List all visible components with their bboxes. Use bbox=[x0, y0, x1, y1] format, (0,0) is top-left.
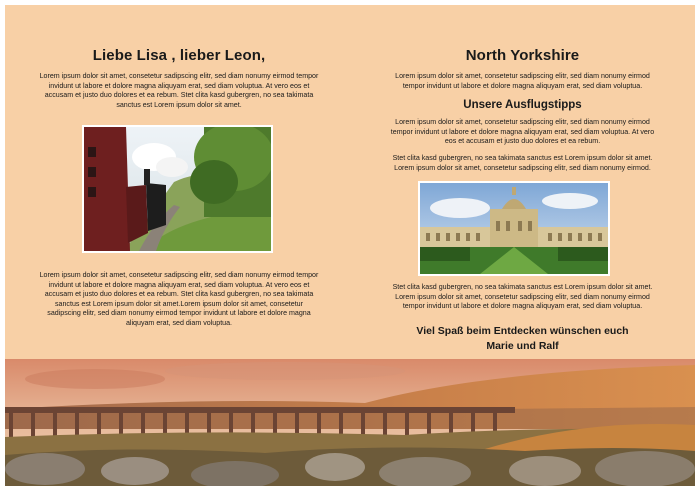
excursion-tips-heading: Unsere Ausflugstipps bbox=[463, 99, 582, 112]
closing-greeting bbox=[385, 324, 660, 354]
left-column bbox=[38, 5, 320, 110]
closing-signature: Marie und Ralf bbox=[486, 339, 559, 352]
right-paragraph-1: Lorem ipsum dolor sit amet, consetetur sadipscing elitr, sed diam nonumy eirmod tempor invidunt ut labore et dolore magna aliquyam erat, sed diam voluptua. At vero eos et accusam et justo duo dolores et ea rebum. bbox=[390, 118, 655, 146]
right-intro: Lorem ipsum dolor sit amet, consetetur sadipscing elitr, sed diam nonumy eirmod tempor invidunt ut labore et dolore magna aliquyam erat, sed diam voluptua. bbox=[395, 72, 650, 90]
right-paragraph-2: Stet clita kasd gubergren, no sea takimata sanctus est Lorem ipsum dolor sit amet. Lorem ipsum dolor sit amet, consetetur sadipscing elitr, sed diam nonumy eirmod. bbox=[392, 153, 653, 172]
right-column bbox=[385, 5, 660, 173]
closing-line-1: Viel Spaß beim Entdecken wünschen euch bbox=[416, 324, 629, 337]
left-paragraph-1: Lorem ipsum dolor sit amet, consetetur sadipscing elitr, sed diam nonumy eirmod tempor invidunt ut labore et dolore magna aliquyam erat, sed diam voluptua. At vero eos et accusam et justo duo dolores et ea rebum. Stet clita kasd gubergren, no sea takimata sanctus est Lorem ipsum dolor sit amet. bbox=[39, 72, 319, 109]
left-column-lower bbox=[38, 271, 320, 329]
postcard-page bbox=[5, 5, 695, 486]
greeting-heading: Liebe Lisa , lieber Leon, bbox=[92, 47, 266, 64]
viaduct-panorama bbox=[5, 359, 695, 486]
right-column-lower bbox=[385, 283, 660, 354]
steam-train-photo bbox=[82, 125, 273, 253]
right-paragraph-3: Stet clita kasd gubergren, no sea takimata sanctus est Lorem ipsum dolor sit amet. Lorem ipsum dolor sit amet, consetetur sadipscing elitr, sed diam nonumy eirmod tempor invidunt ut labore et dolore magna aliquyam erat, sed diam voluptua. bbox=[392, 283, 653, 311]
region-heading: North Yorkshire bbox=[465, 47, 580, 64]
castle-howard-photo bbox=[418, 181, 610, 276]
left-paragraph-2: Lorem ipsum dolor sit amet, consetetur sadipscing elitr, sed diam nonumy eirmod tempor invidunt ut labore et dolore magna aliquyam erat, sed diam voluptua. At vero eos et accusam et justo duo dolores et ea rebum. Stet clita kasd gubergren, no sea takimata sanctus est Lorem ipsum dolor sit amet.Lorem ipsum dolor sit amet, consetetur sadipscing elitr, sed diam nonumy eirmod tempor invidunt ut labore et dolore magna aliquyam erat, sed diam voluptua. bbox=[39, 271, 319, 327]
